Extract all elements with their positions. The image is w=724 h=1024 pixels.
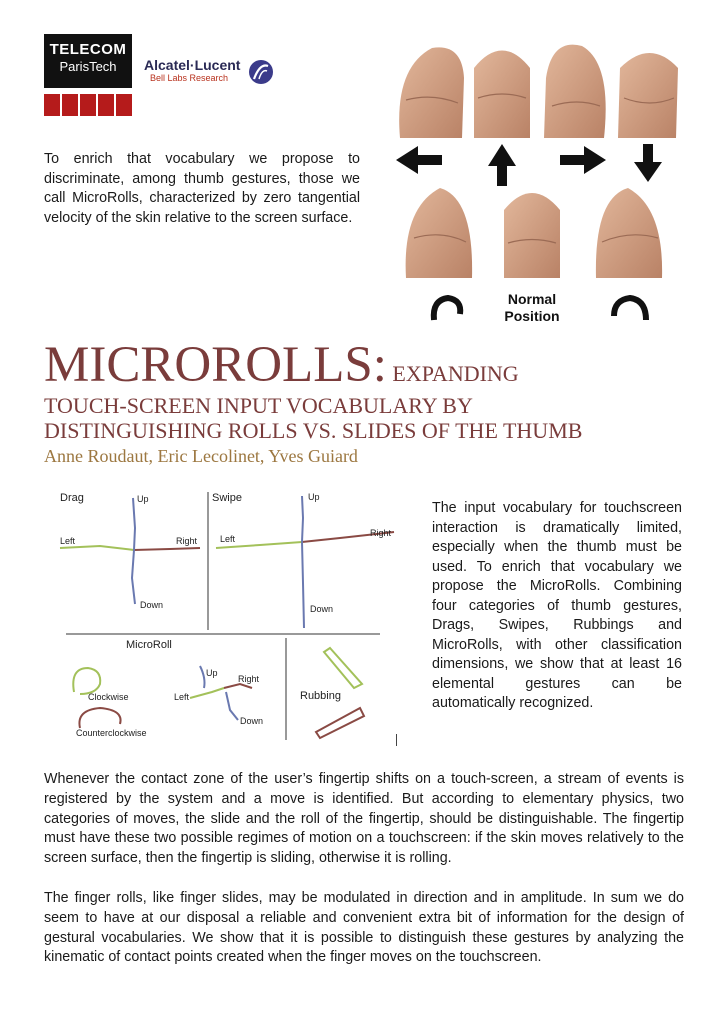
authors: Anne Roudaut, Eric Lecolinet, Yves Guiard xyxy=(44,446,358,466)
alcatel-logo-name: Alcatel·Lucent xyxy=(144,57,241,73)
alcatel-lucent-logo xyxy=(144,57,279,97)
swipe-up: Up xyxy=(308,492,320,502)
text-cursor xyxy=(396,734,397,746)
normal-position-label-2: Position xyxy=(504,308,560,324)
drag-down: Down xyxy=(140,600,164,610)
alcatel-logo-sub: Bell Labs Research xyxy=(150,73,229,83)
thumb-photo-right xyxy=(544,45,606,138)
thumb-photo-roll-right xyxy=(596,188,662,278)
label-microroll: MicroRoll xyxy=(126,639,172,651)
microroll-clockwise: Clockwise xyxy=(88,692,129,702)
microroll-up: Up xyxy=(206,668,218,678)
telecom-paristech-logo xyxy=(44,34,132,118)
body-paragraph-1: Whenever the contact zone of the user’s fingertip shifts on a touch-screen, a stream of events is registered by the system and a move is identified. But according to elementary physics, two categories of moves, the slide and the roll of the fingertip, should be distinguishable. The fingertip must have these two possible regimes of motion on a touchscreen: if the skin moves relatively to the screen surface, then the fingertip is sliding, otherwise it is rolling. xyxy=(44,771,684,867)
body-paragraph-2: The finger rolls, like finger slides, may be modulated in direction and in amplitude. In sum we do seem to have at our disposal a reliable and convenient extra bit of information for the design of gestural vocabularies. We show that it is possible to distinguish these gestures by analyzing the kinematic of contact points created when the finger moves on the touchscreen. xyxy=(44,890,684,966)
microroll-down: Down xyxy=(240,716,264,726)
drag-right: Right xyxy=(176,536,198,546)
normal-position-label-1: Normal xyxy=(507,291,557,307)
swipe-trajectories xyxy=(216,496,394,628)
microroll-right: Right xyxy=(238,674,260,684)
title-rest: EXPANDING xyxy=(386,361,519,386)
thumb-photo-left xyxy=(399,47,464,138)
paper-title xyxy=(44,337,704,443)
drag-left: Left xyxy=(60,536,76,546)
drag-up: Up xyxy=(137,494,149,504)
title-line2: TOUCH-SCREEN INPUT VOCABULARY BY xyxy=(44,393,473,418)
roll-right-arrow-icon xyxy=(614,298,646,320)
intro-paragraph: To enrich that vocabulary we propose to discriminate, among thumb gestures, those we call MicroRolls, characterized by zero tangential velocity of the skin relative to the screen surface. xyxy=(44,151,360,226)
label-drag: Drag xyxy=(60,492,84,504)
arrow-right-icon xyxy=(560,146,606,174)
abstract-paragraph: The input vocabulary for touchscreen interaction is dramatically limited, especially when the thumb must be used. To enrich that vocabulary we propose the MicroRolls. Combining four categories of thumb gestures, Drags, Swipes, Rubbings and MicroRolls, with other classification dimensions, we show that at least 16 elemental gestures can be automatically recognized. xyxy=(432,500,682,711)
gesture-trajectories-figure xyxy=(40,488,400,744)
telecom-logo-mark xyxy=(44,94,132,116)
telecom-logo-line2: ParisTech xyxy=(59,59,117,74)
swipe-down: Down xyxy=(310,604,334,614)
thumb-photo-up xyxy=(474,51,530,139)
label-rubbing: Rubbing xyxy=(300,690,341,702)
arrow-left-icon xyxy=(396,146,442,174)
thumb-photo-normal xyxy=(504,193,560,278)
arrow-down-icon xyxy=(634,144,662,182)
alcatel-swirl-icon xyxy=(248,59,274,85)
title-line3: DISTINGUISHING ROLLS VS. SLIDES OF THE THUMB xyxy=(44,418,583,443)
swipe-right: Right xyxy=(370,528,392,538)
title-main: MICROROLLS: xyxy=(44,337,387,393)
microroll-counterclockwise: Counterclockwise xyxy=(76,728,147,738)
roll-left-arrow-icon xyxy=(434,298,460,320)
thumb-gestures-figure xyxy=(392,38,692,328)
drag-trajectories xyxy=(60,498,200,604)
arrow-up-icon xyxy=(488,144,516,186)
thumb-photo-down xyxy=(618,53,678,138)
microroll-left: Left xyxy=(174,692,190,702)
telecom-logo-line1: TELECOM xyxy=(49,41,127,58)
swipe-left: Left xyxy=(220,534,236,544)
thumb-photo-roll-left xyxy=(406,188,472,278)
label-swipe: Swipe xyxy=(212,492,242,504)
